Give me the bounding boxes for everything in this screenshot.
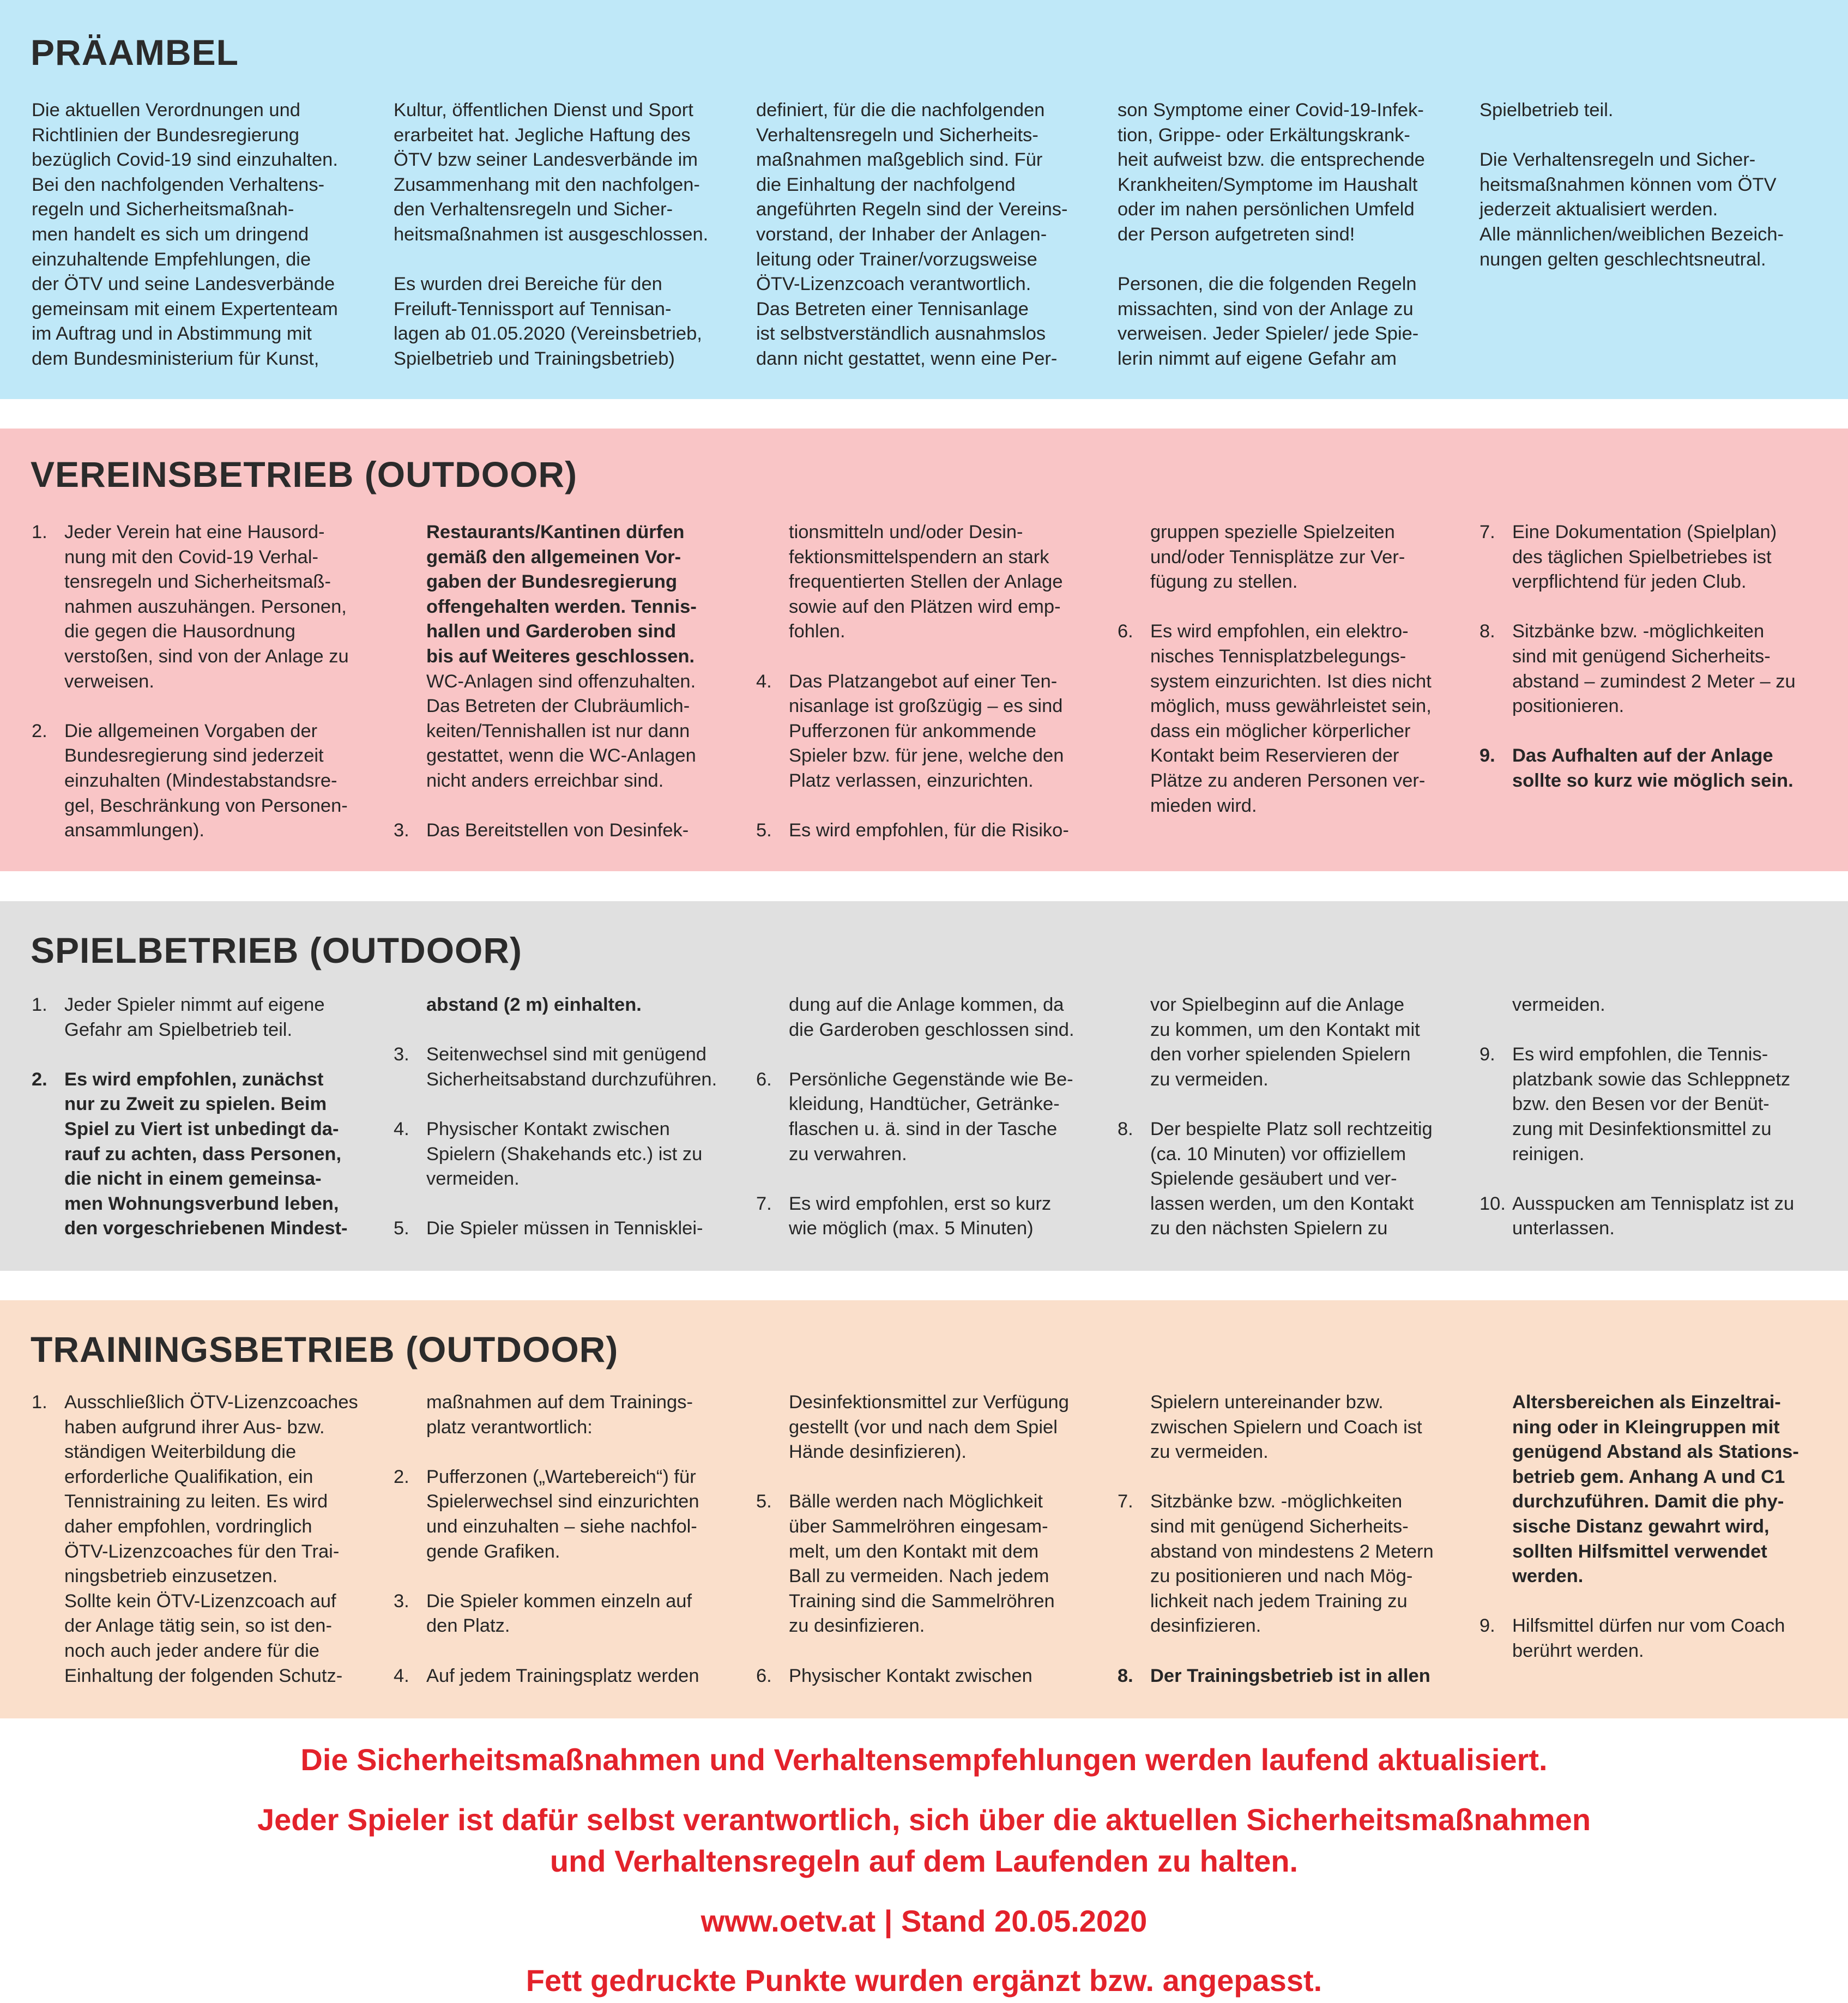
item-text: Die Spieler kommen einzeln auf den Platz. <box>426 1590 692 1637</box>
item-number: 1. <box>32 1392 47 1413</box>
section-title: TRAININGSBETRIEB (OUTDOOR) <box>31 1329 619 1369</box>
item-text: Ausschließlich ÖTV-Lizenzcoaches haben aufgrund ihrer Aus- bzw. ständigen Weiterbildung die erforderliche Qualifikation, ein Tennistraining zu leiten. Es wird daher empfohlen, vordringlich ÖTV-Lizenzcoaches für den Trai- ningsbetrieb einzusetzen. Sollte kein ÖTV-Lizenzcoach auf der Anlage tätig sein, so ist den- noch auch jeder andere für die Einhaltung der folgenden Schutz- <box>64 1392 358 1686</box>
item-text: vor Spielbeginn auf die Anlage zu kommen, um den Kontakt mit den vorher spielenden Spielern zu vermeiden. <box>1150 994 1420 1090</box>
item-text: Eine Dokumentation (Spielplan) des täglichen Spielbetriebes ist verpflichtend für jeden Club. <box>1512 522 1777 593</box>
list-item <box>32 520 364 694</box>
footer-responsibility-line: und Verhaltensregeln auf dem Laufenden zu halten. <box>549 1844 1299 1878</box>
text-column <box>394 1390 726 1688</box>
item-text: abstand (2 m) einhalten. <box>426 994 642 1015</box>
list-item-continued <box>756 1390 1089 1465</box>
paragraph: Die Verhaltensregeln und Sicher- heitsmaßnahmen können vom ÖTV jederzeit aktualisiert werden. Alle männlichen/weiblichen Bezeich- nungen gelten geschlechtsneutral. <box>1479 149 1784 270</box>
list-item-continued <box>756 520 1089 644</box>
list-item <box>756 818 1089 843</box>
item-text: Sitzbänke bzw. -möglichkeiten sind mit genügend Sicherheits- abstand von mindestens 2 Metern zu positionieren und nach Mög- lichkeit nach jedem Training zu desinfizieren. <box>1150 1491 1434 1637</box>
list-item-continued <box>1118 1390 1450 1465</box>
footer-source <box>0 1901 1848 1942</box>
item-text: Das Platzangebot auf einer Ten- nisanlage ist großzügig – es sind Pufferzonen für ankommende Spieler bzw. für jene, welche den Platz verlassen, einzurichten. <box>789 671 1064 791</box>
item-number: 10. <box>1479 1193 1506 1214</box>
list-item <box>1479 619 1812 719</box>
list-item-continued <box>1118 993 1450 1092</box>
item-text: vermeiden. <box>1512 994 1605 1015</box>
item-text: Auf jedem Trainingsplatz werden <box>426 1665 699 1686</box>
item-number: 6. <box>1118 621 1133 642</box>
footer-legend <box>0 1960 1848 2001</box>
list-item <box>756 1067 1089 1167</box>
list-item-continued <box>394 1390 726 1440</box>
text-column <box>1118 98 1450 372</box>
item-number: 2. <box>32 720 47 741</box>
item-text: Sitzbänke bzw. -möglichkeiten sind mit genügend Sicherheits- abstand – zumindest 2 Meter – zu positionieren. <box>1512 621 1796 717</box>
item-text: Jeder Verein hat eine Hausord- nung mit den Covid-19 Verhal- tensregeln und Sicherheitsmaß- nahmen auszuhängen. Personen, die gegen die Hausordnung verstoßen, sind von der Anlage zu verweisen. <box>64 522 349 692</box>
item-number: 8. <box>1479 621 1495 642</box>
item-number: 4. <box>394 1665 409 1686</box>
text-column <box>1118 1390 1450 1688</box>
item-text: Physischer Kontakt zwischen Spielern (Shakehands etc.) ist zu vermeiden. <box>426 1118 703 1190</box>
item-text: Es wird empfohlen, zunächst nur zu Zweit zu spielen. Beim Spiel zu Viert ist unbedingt da- rauf zu achten, dass Personen, die nicht in einem gemeinsa- men Wohnungsverbund leben, den vorgeschriebenen Mindest- <box>64 1069 348 1239</box>
item-text: Es wird empfohlen, für die Risiko- <box>789 820 1069 841</box>
footer-update-note: Die Sicherheitsmaßnahmen und Verhaltensempfehlungen werden laufend aktualisiert. <box>300 1742 1548 1777</box>
text-column <box>394 993 726 1241</box>
section-title: PRÄAMBEL <box>31 32 239 73</box>
footer-website-date: www.oetv.at | Stand 20.05.2020 <box>700 1904 1148 1938</box>
paragraph: Es wurden drei Bereiche für den Freiluft-Tennissport auf Tennisan- lagen ab 01.05.2020 (Vereinsbetrieb, Spielbetrieb und Trainingsbetrieb) <box>394 274 702 369</box>
item-text: Der bespielte Platz soll rechtzeitig (ca. 10 Minuten) vor offiziellem Spielende gesäubert und ver- lassen werden, um den Kontakt zu den nächsten Spielern zu <box>1150 1118 1433 1239</box>
item-text: WC-Anlagen sind offenzuhalten. Das Betreten der Clubräumlich- keiten/Tennishallen ist nur dann gestattet, wenn die WC-Anlagen nicht anders erreichbar sind. <box>426 671 696 791</box>
list-item <box>1479 744 1812 793</box>
item-number: 8. <box>1118 1665 1133 1686</box>
paragraph: son Symptome einer Covid-19-Infek- tion, Grippe- oder Erkältungskrank- heit aufweist bzw. die entsprechende Krankheiten/Symptome im Haushalt oder im nahen persönlichen Umfeld der Person aufgetreten sind! <box>1118 100 1425 245</box>
paragraph: Kultur, öffentlichen Dienst und Sport erarbeitet hat. Jegliche Haftung des ÖTV bzw seiner Landesverbände im Zusammenhang mit den nachfolgen- den Verhaltensregeln und Sicher- heitsmaßnahmen ist ausgeschlossen. <box>394 100 709 245</box>
item-text: Jeder Spieler nimmt auf eigene Gefahr am Spielbetrieb teil. <box>64 994 325 1040</box>
paragraph: Spielbetrieb teil. <box>1479 100 1614 120</box>
list-item <box>394 1042 726 1092</box>
item-number: 5. <box>756 1491 772 1512</box>
list-item <box>1118 1489 1450 1639</box>
text-column <box>756 520 1089 843</box>
text-column <box>756 98 1089 372</box>
list-item-continued <box>756 993 1089 1042</box>
list-item <box>1118 1117 1450 1241</box>
list-item <box>1118 619 1450 818</box>
footer-bold-legend: Fett gedruckte Punkte wurden ergänzt bzw. angepasst. <box>526 1963 1322 1998</box>
item-text: Pufferzonen („Wartebereich“) für Spielerwechsel sind einzurichten und einzuhalten – siehe nachfol- gende Grafiken. <box>426 1466 699 1562</box>
item-number: 4. <box>756 671 772 692</box>
item-text: Es wird empfohlen, erst so kurz wie möglich (max. 5 Minuten) <box>789 1193 1052 1239</box>
item-text-bold: Restaurants/Kantinen dürfen gemäß den allgemeinen Vor- gaben der Bundesregierung offengehalten werden. Tennis- hallen und Garderoben sind bis auf Weiteres geschlossen. <box>426 522 697 667</box>
item-text: Physischer Kontakt zwischen <box>789 1665 1032 1686</box>
item-text: Bälle werden nach Möglichkeit über Sammelröhren eingesam- melt, um den Kontakt mit dem Ball zu vermeiden. Nach jedem Training sind die Sammelröhren zu desinfizieren. <box>789 1491 1055 1637</box>
list-item <box>1479 1192 1812 1241</box>
item-text: gruppen spezielle Spielzeiten und/oder Tennisplätze zur Ver- fügung zu stellen. <box>1150 522 1405 593</box>
list-item <box>394 1216 726 1241</box>
list-item <box>394 1465 726 1564</box>
section-preambel <box>0 0 1848 399</box>
item-text: Die allgemeinen Vorgaben der Bundesregierung sind jederzeit einzuhalten (Mindestabstandsre- gel, Beschränkung von Personen- ansammlungen). <box>64 720 348 841</box>
item-text: Das Bereitstellen von Desinfek- <box>426 820 689 841</box>
item-text: Altersbereichen als Einzeltrai- ning oder in Kleingruppen mit genügend Abstand als Stations- betrieb gem. Anhang A und C1 durchzuführen. Damit die phy- sische Distanz gewahrt wird, sollten Hilfsmittel verwendet werden. <box>1512 1392 1799 1587</box>
list-item <box>756 669 1089 794</box>
paragraph: definiert, für die die nachfolgenden Verhaltensregeln und Sicherheits- maßnahmen maßgeblich sind. Für die Einhaltung der nachfolgend angeführten Regeln sind der Vereins- vorstand, der Inhaber der Anlagen- leitung oder Trainer/vorzugsweise ÖTV-Lizenzcoach verantwortlich. Das Betreten einer Tennisanlage ist selbstverständlich ausnahmslos dann nicht gestattet, wenn eine Per- <box>756 100 1068 369</box>
footer-responsibility <box>0 1799 1848 1882</box>
text-column <box>756 1390 1089 1688</box>
paragraph: Die aktuellen Verordnungen und Richtlinien der Bundesregierung bezüglich Covid-19 sind einzuhalten. Bei den nachfolgenden Verhaltens- regeln und Sicherheitsmaßnah- men handelt es sich um dringend einzuhaltende Empfehlungen, die der ÖTV und seine Landesverbände gemeinsam mit einem Expertenteam im Auftrag und in Abstimmung mit dem Bundesministerium für Kunst, <box>32 100 338 369</box>
item-text: dung auf die Anlage kommen, da die Garderoben geschlossen sind. <box>789 994 1074 1040</box>
item-text: Desinfektionsmittel zur Verfügung gestellt (vor und nach dem Spiel Hände desinfizieren). <box>789 1392 1069 1463</box>
item-number: 3. <box>394 1044 409 1065</box>
item-number: 1. <box>32 994 47 1015</box>
list-item <box>32 1390 364 1688</box>
item-text: Ausspucken am Tennisplatz ist zu unterlassen. <box>1512 1193 1795 1239</box>
text-column <box>394 520 726 843</box>
list-item <box>1479 1614 1812 1663</box>
list-item <box>1479 1042 1812 1167</box>
list-item <box>1118 1664 1450 1689</box>
list-item <box>1479 520 1812 595</box>
item-number: 6. <box>756 1069 772 1090</box>
item-number: 4. <box>394 1118 409 1139</box>
text-column <box>32 98 364 372</box>
item-text: maßnahmen auf dem Trainings- platz verantwortlich: <box>426 1392 693 1438</box>
item-number: 9. <box>1479 745 1495 767</box>
text-column <box>1118 520 1450 818</box>
item-number: 8. <box>1118 1118 1133 1139</box>
item-number: 3. <box>394 1590 409 1612</box>
item-text: tionsmitteln und/oder Desin- fektionsmittelspendern an stark frequentierten Stellen der Anlage sowie auf den Plätzen wird emp- fohlen. <box>789 522 1063 642</box>
list-item-continued <box>394 993 726 1018</box>
text-column <box>1118 993 1450 1241</box>
section-spielbetrieb <box>0 901 1848 1271</box>
item-text: Es wird empfohlen, ein elektro- nisches Tennisplatzbelegungs- system einzurichten. Ist dies nicht möglich, muss gewährleistet sein, dass ein möglicher körperlicher Kontakt beim Reservieren der Plätze zu anderen Personen ver- mieden wird. <box>1150 621 1432 816</box>
section-vereinsbetrieb <box>0 429 1848 871</box>
item-text: Der Trainingsbetrieb ist in allen <box>1150 1665 1430 1686</box>
text-column <box>32 1390 364 1688</box>
item-number: 1. <box>32 522 47 542</box>
item-number: 7. <box>1118 1491 1133 1512</box>
item-number: 9. <box>1479 1615 1495 1637</box>
list-item <box>32 1067 364 1241</box>
text-column <box>1479 98 1812 272</box>
list-item-continued <box>1479 993 1812 1018</box>
list-item <box>394 1589 726 1639</box>
list-item <box>394 1117 726 1192</box>
item-number: 5. <box>394 1218 409 1239</box>
item-number: 9. <box>1479 1044 1495 1065</box>
footer-responsibility-line: Jeder Spieler ist dafür selbst verantwortlich, sich über die aktuellen Sicherheitsmaßnahmen <box>257 1802 1591 1837</box>
item-number: 3. <box>394 820 409 841</box>
text-column <box>1479 993 1812 1241</box>
list-item <box>756 1489 1089 1639</box>
item-text: Die Spieler müssen in Tennisklei- <box>426 1218 703 1239</box>
item-text: Hilfsmittel dürfen nur vom Coach berührt werden. <box>1512 1615 1785 1661</box>
list-item-continued <box>394 520 726 794</box>
item-number: 7. <box>756 1193 772 1214</box>
item-text: Das Aufhalten auf der Anlage sollte so kurz wie möglich sein. <box>1512 745 1793 791</box>
list-item <box>32 719 364 843</box>
text-column <box>1479 520 1812 794</box>
item-number: 2. <box>394 1466 409 1487</box>
text-column <box>32 993 364 1241</box>
list-item <box>756 1664 1089 1689</box>
text-column <box>756 993 1089 1241</box>
text-column <box>1479 1390 1812 1664</box>
list-item <box>756 1192 1089 1241</box>
footer-notice <box>0 1739 1848 1781</box>
item-text: Spielern untereinander bzw. zwischen Spielern und Coach ist zu vermeiden. <box>1150 1392 1422 1463</box>
paragraph: Personen, die die folgenden Regeln missachten, sind von der Anlage zu verweisen. Jeder Spieler/ jede Spie- lerin nimmt auf eigene Gefahr am <box>1118 274 1419 369</box>
item-number: 2. <box>32 1069 47 1090</box>
item-number: 6. <box>756 1665 772 1686</box>
text-column <box>394 98 726 372</box>
list-item <box>394 1664 726 1689</box>
list-item-continued <box>1479 1390 1812 1589</box>
section-title: VEREINSBETRIEB (OUTDOOR) <box>31 454 578 494</box>
item-text: Es wird empfohlen, die Tennis- platzbank sowie das Schleppnetz bzw. den Besen vor der Benüt- zung mit Desinfektionsmittel zu reinigen. <box>1512 1044 1791 1165</box>
item-text: Seitenwechsel sind mit genügend Sicherheitsabstand durchzuführen. <box>426 1044 717 1090</box>
item-number: 5. <box>756 820 772 841</box>
list-item-continued <box>1118 520 1450 595</box>
item-number: 7. <box>1479 522 1495 542</box>
text-column <box>32 520 364 843</box>
list-item <box>394 818 726 843</box>
section-trainingsbetrieb <box>0 1300 1848 1718</box>
section-title: SPIELBETRIEB (OUTDOOR) <box>31 930 523 970</box>
item-text: Persönliche Gegenstände wie Be- kleidung, Handtücher, Getränke- flaschen u. ä. sind in der Tasche zu verwahren. <box>789 1069 1073 1165</box>
list-item <box>32 993 364 1042</box>
